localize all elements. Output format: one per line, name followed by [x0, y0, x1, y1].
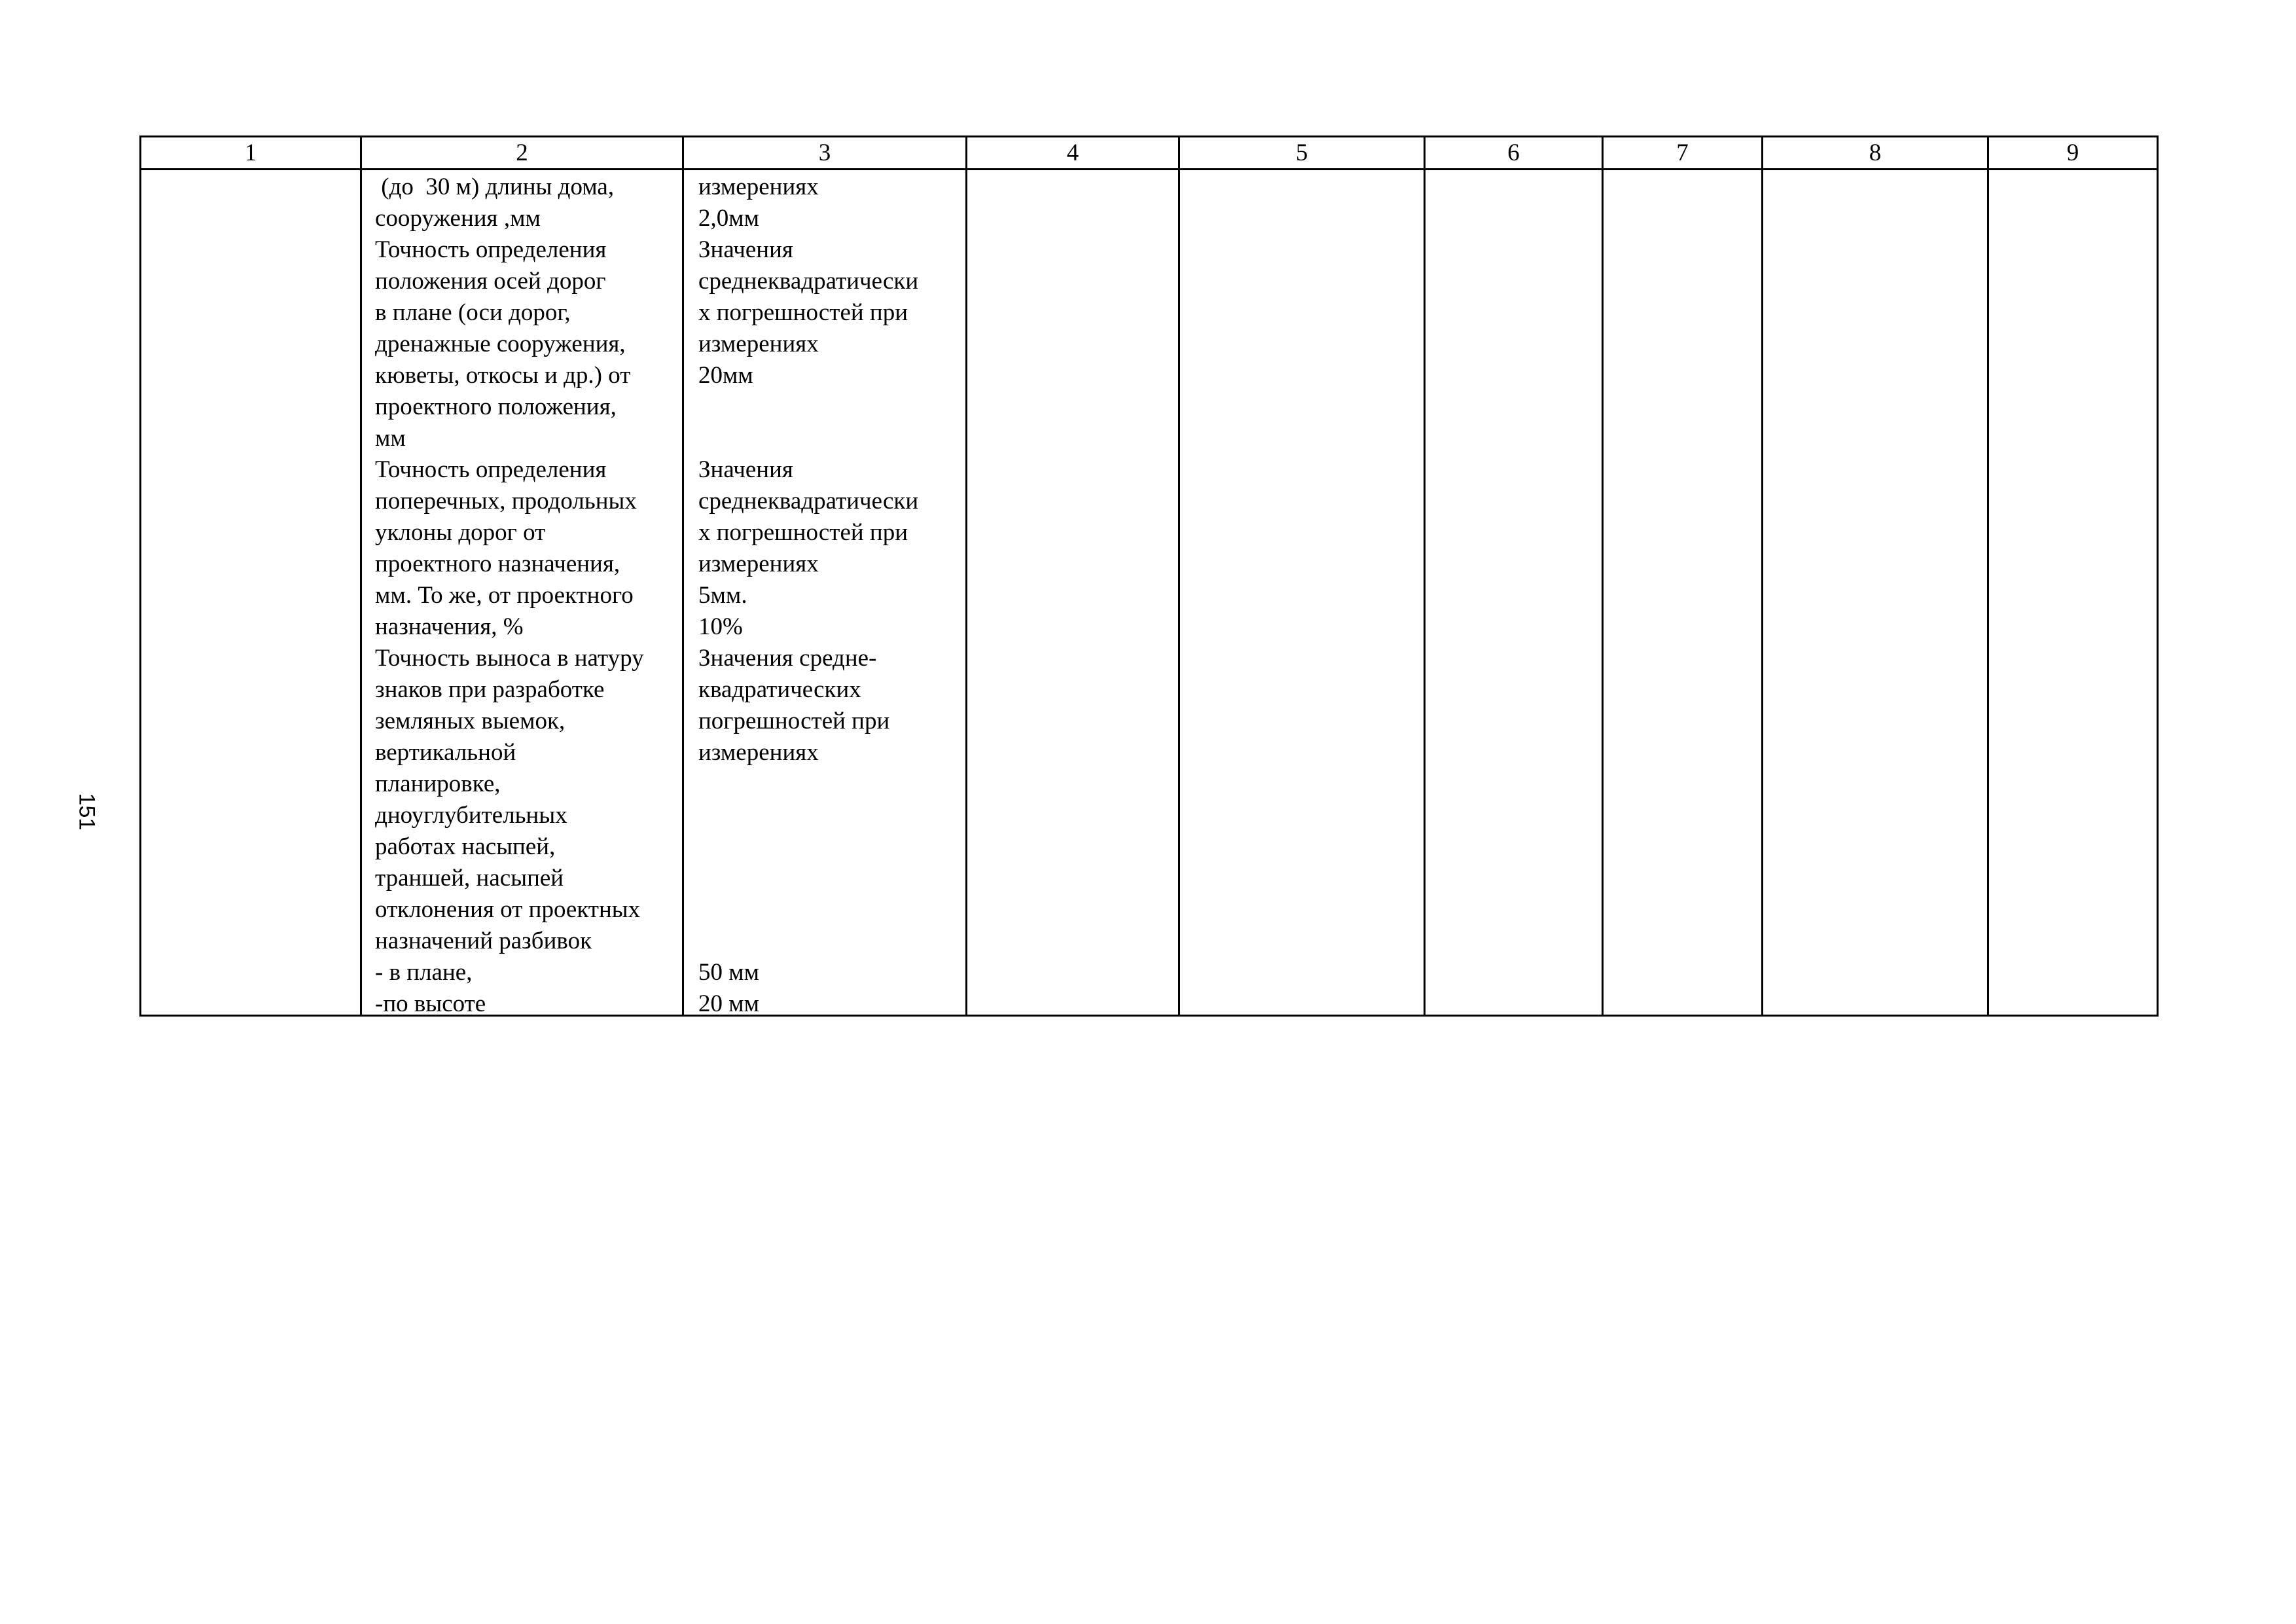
text-line: в плане (оси дорог, [375, 299, 571, 326]
cell-col-1 [141, 170, 361, 1016]
text-line: мм. То же, от проектного [375, 582, 634, 609]
text-line: 10% [698, 613, 743, 640]
text-line: планировке, [375, 770, 501, 797]
column-number: 8 [1763, 137, 1988, 170]
text-line [698, 831, 965, 863]
column-number: 1 [141, 137, 361, 170]
text-line: среднеквадратически [698, 268, 919, 295]
text-line: кюветы, откосы и др.) от [375, 362, 631, 389]
text-line: поперечных, продольных [375, 488, 637, 514]
column-number: 2 [361, 137, 683, 170]
text-line: измерениях [698, 550, 819, 577]
text-line: отклонения от проектных [375, 896, 641, 923]
column-number: 9 [1988, 137, 2158, 170]
text-line: Значения средне- [698, 645, 877, 672]
column-number: 5 [1179, 137, 1425, 170]
text-line: измерениях [698, 739, 819, 766]
text-line: назначений разбивок [375, 928, 592, 954]
cell-col-6 [1425, 170, 1603, 1016]
text-line: квадратических [698, 676, 861, 703]
text-line: сооружения ,мм [375, 205, 541, 232]
text-line: дноуглубительных [375, 802, 567, 829]
text-line: - в плане, [375, 959, 473, 986]
text-line: измерениях [698, 173, 819, 200]
parameter-description [362, 170, 682, 1015]
text-line: траншей, насыпей [375, 865, 564, 892]
text-line [698, 863, 965, 894]
text-line: (до 30 м) длины дома, [375, 173, 615, 200]
column-number: 7 [1603, 137, 1763, 170]
text-line [698, 768, 965, 800]
cell-col-3 [683, 170, 967, 1016]
text-line: вертикальной [375, 739, 516, 766]
text-line: среднеквадратически [698, 488, 919, 514]
text-line: Точность определения [375, 456, 607, 483]
text-line: х погрешностей при [698, 519, 908, 546]
text-line: уклоны дорог от [375, 519, 546, 546]
cell-col-5 [1179, 170, 1425, 1016]
text-line: погрешностей при [698, 708, 890, 734]
text-line: Точность определения [375, 236, 607, 263]
cell-col-7 [1603, 170, 1763, 1016]
cell-col-2 [361, 170, 683, 1016]
cell-col-4 [967, 170, 1179, 1016]
text-line: проектного назначения, [375, 550, 620, 577]
text-line: проектного положения, [375, 393, 617, 420]
text-line: мм [375, 425, 406, 452]
text-line: 2,0мм [698, 205, 760, 232]
accuracy-values [684, 170, 965, 1015]
column-number: 4 [967, 137, 1179, 170]
text-line [698, 894, 965, 926]
specification-table [139, 135, 2159, 1017]
text-line: положения осей дорог [375, 268, 606, 295]
text-line: измерениях [698, 331, 819, 357]
text-line [698, 926, 965, 957]
text-line [698, 423, 965, 454]
text-line: знаков при разработке [375, 676, 605, 703]
text-line: Значения [698, 236, 793, 263]
table-row [141, 170, 2158, 1016]
column-number: 3 [683, 137, 967, 170]
text-line [698, 800, 965, 831]
text-line: 5мм. [698, 582, 747, 609]
text-line: дренажные сооружения, [375, 331, 626, 357]
column-number: 6 [1425, 137, 1603, 170]
text-line: Точность выноса в натуру [375, 645, 644, 672]
text-line: Значения [698, 456, 793, 483]
text-line: 20мм [698, 362, 753, 389]
cell-col-8 [1763, 170, 1988, 1016]
cell-col-9 [1988, 170, 2158, 1016]
text-line: 50 мм [698, 959, 760, 986]
text-line: 20 мм [698, 990, 760, 1015]
column-number-row [141, 137, 2158, 170]
text-line: назначения, % [375, 613, 524, 640]
text-line: земляных выемок, [375, 708, 565, 734]
text-line [698, 391, 965, 423]
page-number: 151 [74, 793, 99, 831]
text-line: х погрешностей при [698, 299, 908, 326]
text-line: работах насыпей, [375, 833, 556, 860]
text-line: -по высоте [375, 990, 486, 1015]
